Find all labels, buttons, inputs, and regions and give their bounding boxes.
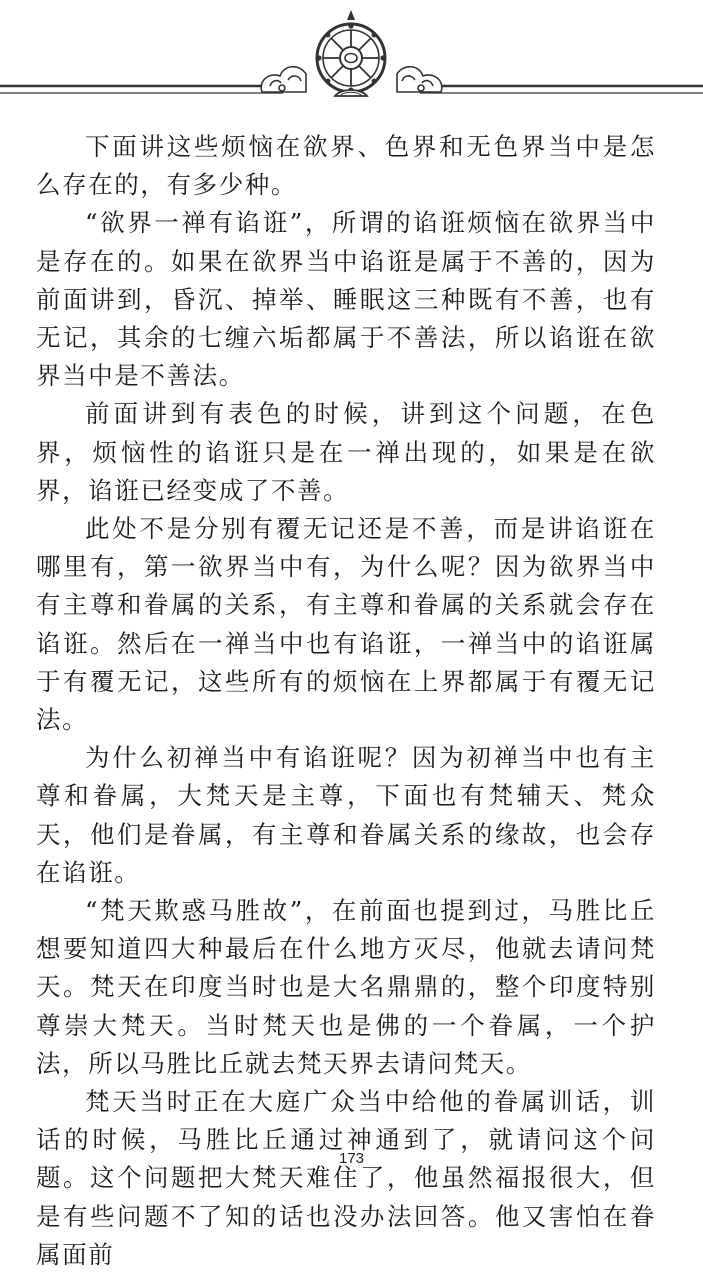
page-number: 173 <box>338 1150 365 1167</box>
paragraph: 梵天当时正在大庭广众当中给他的眷属训话，训话的时候，马胜比丘通过神通到了，就请问这个问题。这个问题把大梵天难住了，他虽然福报很大，但是有些问题不了知的话也没办法回答。他又害怕在眷属面前 <box>36 1087 656 1269</box>
dharma-wheel-icon <box>316 10 385 96</box>
paragraph: “梵天欺惑马胜故”，在前面也提到过，马胜比丘想要知道四大种最后在什么地方灭尽，他就去请问梵天。梵天在印度当时也是大名鼎鼎的，整个印度特别尊崇大梵天。当时梵天也是佛的一个眷属，一个护法，所以马胜比丘就去梵天界去请问梵天。 <box>36 896 656 1078</box>
header-ornament <box>0 0 703 108</box>
paragraph: 此处不是分别有覆无记还是不善，而是讲谄诳在哪里有，第一欲界当中有，为什么呢？因为欲界当中有主尊和眷属的关系，有主尊和眷属的关系就会存在谄诳。然后在一禅当中也有谄诳，一禅当中的谄诳属于有覆无记，这些所有的烦恼在上界都属于有覆无记法。 <box>36 514 656 735</box>
paragraph: 前面讲到有表色的时候，讲到这个问题，在色界，烦恼性的谄诳只是在一禅出现的，如果是在欲界，谄诳已经变成了不善。 <box>36 399 656 505</box>
paragraph: 为什么初禅当中有谄诳呢？因为初禅当中也有主尊和眷属，大梵天是主尊，下面也有梵辅天、梵众天，他们是眷属，有主尊和眷属关系的缘故，也会存在谄诳。 <box>36 743 656 887</box>
paragraph: 下面讲这些烦恼在欲界、色界和无色界当中是怎么存在的，有多少种。 <box>36 132 656 200</box>
paragraph: “欲界一禅有谄诳”，所谓的谄诳烦恼在欲界当中是存在的。如果在欲界当中谄诳是属于不善的，因为前面讲到，昏沉、掉举、睡眠这三种既有不善，也有无记，其余的七缠六垢都属于不善法，所以谄诳在欲界当中是不善法。 <box>36 208 656 391</box>
cloud-scroll-icon <box>397 67 442 92</box>
page-body <box>36 128 656 1274</box>
cloud-scroll-icon <box>261 67 306 92</box>
